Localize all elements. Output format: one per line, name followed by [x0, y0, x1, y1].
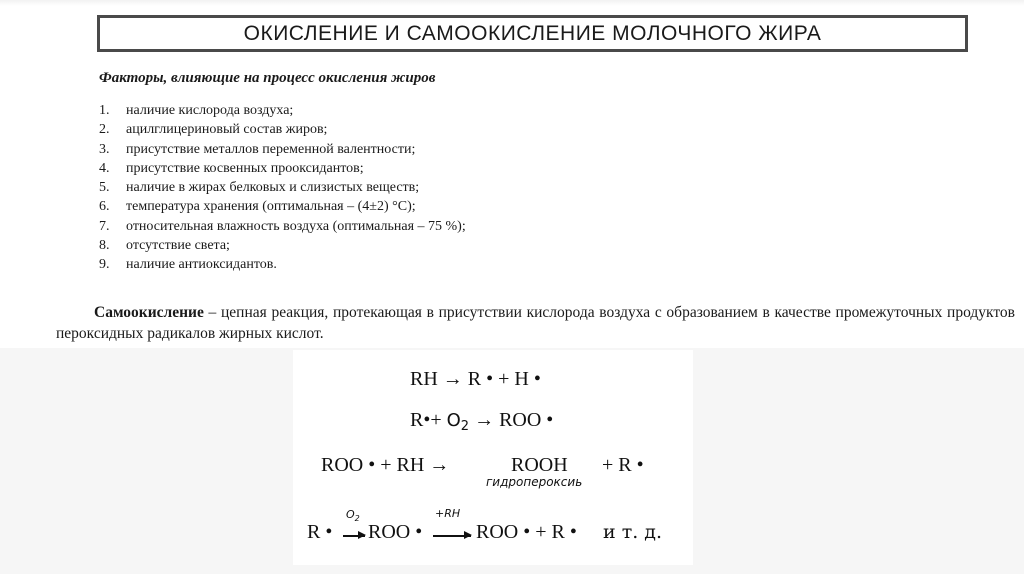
arrow-oxygen: [343, 535, 365, 537]
arrow-rh: [433, 535, 471, 537]
list-item: 3. присутствие металлов переменной валентности;: [99, 141, 416, 157]
definition-term: Самоокисление: [94, 304, 204, 321]
equation-propagation-right: + R •: [602, 454, 644, 476]
chain-peroxy-radical: ROO •: [368, 521, 423, 543]
factors-list: [99, 101, 466, 275]
equation-oxygen-addition: R•+ $O_2$ → ROO •: [410, 409, 554, 434]
reaction-scheme: [293, 350, 693, 565]
equation-propagation-left: ROO • + RH →: [321, 454, 450, 476]
list-item: 2. ацилглицериновый состав жиров;: [99, 122, 328, 138]
factors-heading: Факторы, влияющие на процесс окисления жиров: [99, 70, 436, 86]
list-item: 4. присутствие косвенных прооксидантов;: [99, 160, 364, 176]
hydroperoxide-label: гидропероксиь: [486, 475, 583, 489]
slide-title: ОКИСЛЕНИЕ И САМООКИСЛЕНИЕ МОЛОЧНОГО ЖИРА: [97, 15, 968, 52]
chain-start: R •: [307, 521, 333, 543]
list-item: 8. отсутствие света;: [99, 238, 230, 254]
list-item: 6. температура хранения (оптимальная – (4±2) °С);: [99, 199, 416, 215]
chain-etc: и т. д.: [603, 521, 663, 543]
arrow-label-oxygen: $O_2$: [346, 508, 360, 523]
equation-propagation-product: ROOH: [511, 454, 568, 476]
definition-text: – цепная реакция, протекающая в присутствии кислорода воздуха с образованием в качестве промежуточных продуктов пероксидных радикалов жирных кислот.: [56, 304, 1015, 342]
list-item: 5. наличие в жирах белковых и слизистых веществ;: [99, 180, 420, 196]
list-item: 7. относительная влажность воздуха (оптимальная – 75 %);: [99, 218, 466, 234]
chain-products: ROO • + R •: [476, 521, 577, 543]
list-item: 9. наличие антиоксидантов.: [99, 257, 277, 273]
definition-paragraph: [56, 302, 1015, 344]
list-item: 1. наличие кислорода воздуха;: [99, 103, 294, 118]
arrow-label-rh: +RH: [435, 507, 461, 520]
equation-initiation: RH → R • + H •: [410, 368, 541, 390]
